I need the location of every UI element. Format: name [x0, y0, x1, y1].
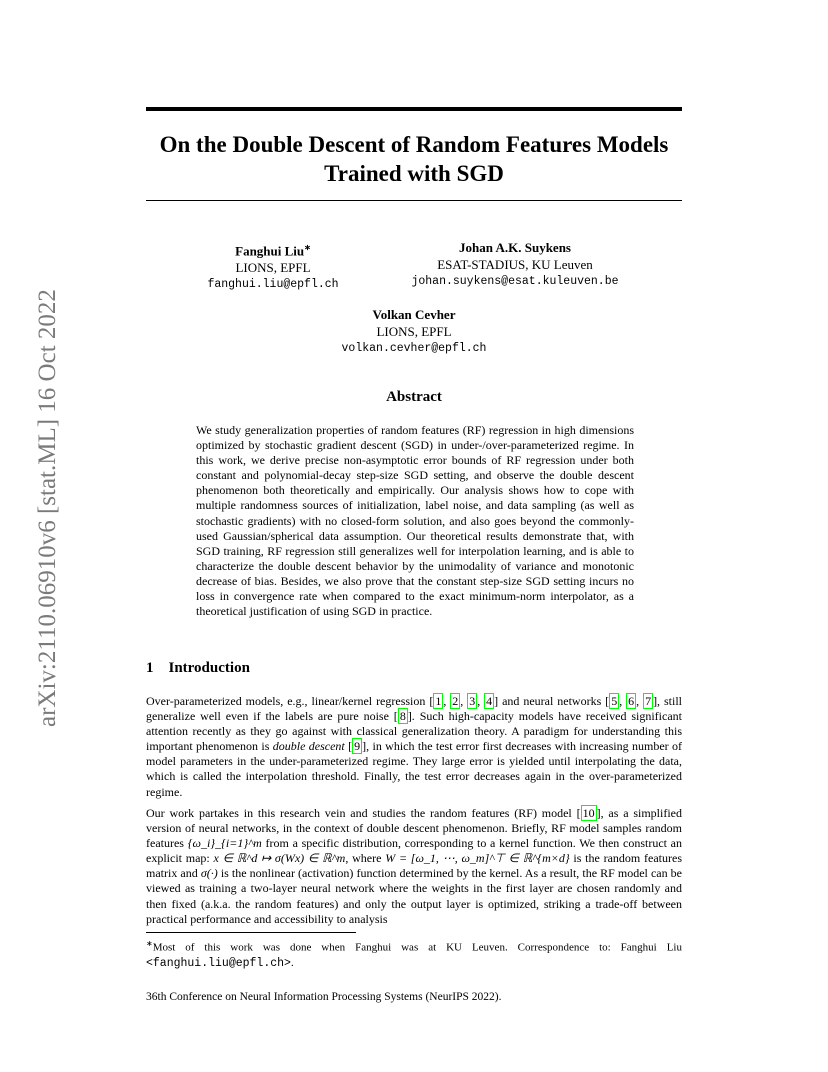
- footnote-rule: [146, 932, 356, 933]
- author-email[interactable]: volkan.cevher@epfl.ch: [341, 342, 487, 355]
- footnote-marker: ∗: [146, 939, 153, 948]
- citation-link[interactable]: 2: [452, 694, 459, 708]
- emphasis-term: double descent: [272, 739, 345, 754]
- footnote: ∗Most of this work was done when Fanghui was at KU Leuven. Correspondence to: Fanghui Liu <fanghui.liu@epfl.ch>.: [146, 939, 682, 970]
- author-name: Fanghui Liu: [235, 243, 305, 259]
- citation-link[interactable]: 7: [645, 694, 652, 708]
- footnote-marker: ∗: [304, 243, 311, 252]
- author-email[interactable]: johan.suykens@esat.kuleuven.be: [411, 275, 619, 288]
- conference-footer: 36th Conference on Neural Information Processing Systems (NeurIPS 2022).: [146, 991, 502, 1003]
- math-inline: σ(·): [200, 866, 218, 881]
- author-2: [400, 239, 630, 290]
- section-title: Introduction: [168, 660, 250, 676]
- section-number: 1: [146, 660, 154, 676]
- author-3: [314, 306, 514, 357]
- citation-link[interactable]: 4: [486, 694, 493, 708]
- citation-link[interactable]: 5: [611, 694, 618, 708]
- author-name: Volkan Cevher: [372, 307, 456, 322]
- intro-paragraph-1: Over-parameterized models, e.g., linear/kernel regression [ 1 , 2 , 3 , 4 ] and neural networks [ 5 , 6 , 7 ], still generalize well even if the labels are pure noise [ 8 ]. Such high-capacity models have received significant attention recently as they go against with classical generalization theory. A paradigm for understanding this important phenomenon is double descent [ 9 ], in which the test error first decreases with increasing number of model parameters in the under-parameterized regime. They large error is yielded until interpolating the data, which is called the interpolation threshold. Finally, the test error decreases again in the over-parameterized regime.: [146, 694, 683, 799]
- abstract-text: We study generalization properties of random features (RF) regression in high dimensions optimized by stochastic gradient descent (SGD) in under-/over-parameterized regime. In this work, we derive precise non-asymptotic error bounds of RF regression under both constant and polynomial-decay step-size SGD setting, and observe the double descent phenomenon both theoretically and empirically. Our analysis shows how to cope with multiple randomness sources of initialization, label noise, and data sampling (as well as stochastic gradients) with no closed-form solution, and also goes beyond the commonly-used Gaussian/spherical data assumption. Our theoretical results demonstrate that, with SGD training, RF regression still generalizes well for interpolation learning, and is able to characterize the double descent behavior by the unimodality of variance and monotonic decrease of bias. Besides, we also prove that the constant step-size SGD setting incurs no loss in convergence rate when compared to the exact minimum-norm interpolator, as a theoretical justification of using SGD in practice.: [196, 423, 634, 619]
- arxiv-stamp: arXiv:2110.06910v6 [stat.ML] 16 Oct 2022: [34, 289, 61, 727]
- math-inline: {ω_i}_{i=1}^m: [187, 836, 262, 851]
- abstract-heading: Abstract: [386, 389, 442, 405]
- footnote-email[interactable]: <fanghui.liu@epfl.ch>: [146, 956, 291, 970]
- author-name: Johan A.K. Suykens: [459, 240, 571, 255]
- math-inline: x ∈ ℝ^d ↦ σ(Wx) ∈ ℝ^m: [213, 851, 346, 866]
- section-heading: [146, 660, 265, 677]
- title-line-1: On the Double Descent of Random Features Models: [159, 132, 669, 157]
- intro-paragraph-2: Our work partakes in this research vein and studies the random features (RF) model [ 10 ], as a simplified version of neural networks, in the context of double descent phenomenon. Briefly, RF model samples random features {ω_i}_{i=1}^m from a specific distribution, corresponding to a kernel function. We then construct an explicit map: x ∈ ℝ^d ↦ σ(Wx) ∈ ℝ^m, where W = [ω_1, ⋯, ω_m]^⊤ ∈ ℝ^{m×d} is the random features matrix and σ(·) is the nonlinear (activation) function determined by the kernel. As a result, the RF model can be viewed as training a two-layer neural network where the weights in the first layer are chosen randomly and then fixed (a.k.a. the random features) and only the output layer is optimized, striking a trade-off between practical performance and accessibility to analysis: [146, 806, 683, 926]
- author-email[interactable]: fanghui.liu@epfl.ch: [207, 278, 339, 292]
- paper-title: [146, 130, 682, 188]
- citation-link[interactable]: 10: [582, 806, 595, 820]
- citation-link[interactable]: 8: [399, 709, 406, 724]
- title-line-2: Trained with SGD: [324, 161, 504, 186]
- citation-link[interactable]: 3: [469, 694, 476, 708]
- citation-link[interactable]: 1: [435, 694, 442, 708]
- footnote-text: Most of this work was done when Fanghui was at KU Leuven. Correspondence to: Fanghui Liu: [152, 941, 682, 954]
- math-inline: W = [ω_1, ⋯, ω_m]^⊤ ∈ ℝ^{m×d}: [385, 851, 570, 866]
- title-bottom-rule: [146, 200, 682, 201]
- author-affiliation: LIONS, EPFL: [376, 324, 452, 339]
- author-affiliation: ESAT-STADIUS, KU Leuven: [437, 257, 593, 272]
- title-top-rule: [146, 107, 682, 111]
- citation-link[interactable]: 9: [354, 739, 361, 754]
- citation-link[interactable]: 6: [628, 694, 635, 708]
- author-1: [173, 239, 373, 293]
- author-affiliation: LIONS, EPFL: [235, 260, 311, 276]
